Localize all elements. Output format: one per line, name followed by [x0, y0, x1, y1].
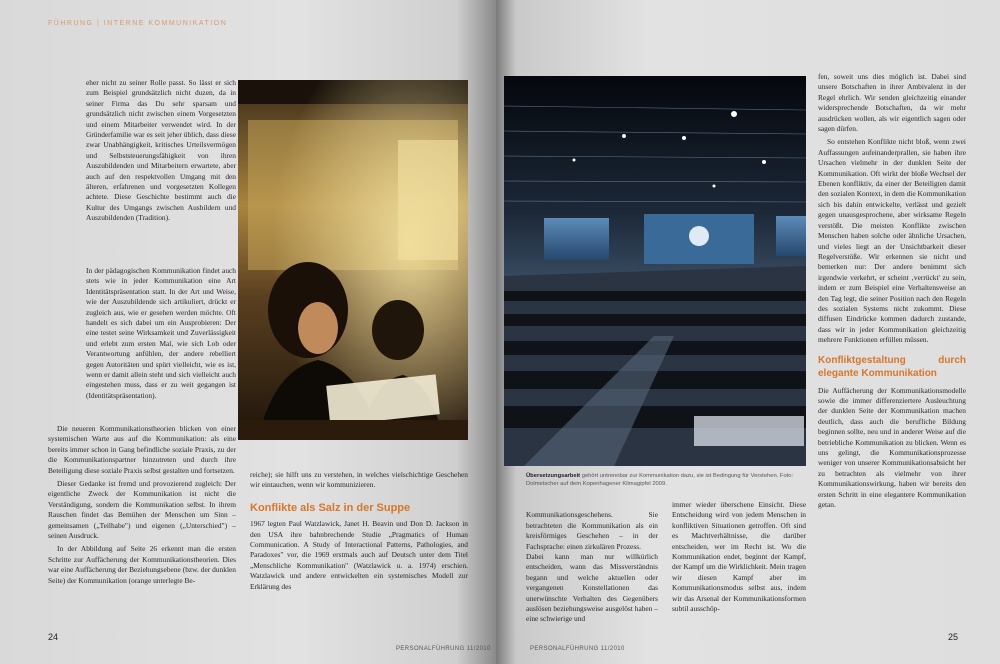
paragraph: eher nicht zu seiner Rolle passt. So lässt er sich zum Beispiel grundsätzlich nicht duzen, da in seiner Firma das Du sehr sparsam und grundsätzlich nicht zwischen einem Vorgesetzten und einem Mitarbeiter verwendet wird. In der Gründerfamilie war es seit jeher üblich, dass diese zwar Unabhängigkeit, kritisches Urteilsvermögen und Selbststeuerungsfähigkeit von ihren Auszubildenden und Mitarbeitern erwartete, aber auch auf den respektvollen Umgang mit den älteren, erfahrenen und vorgesetzten Kollegen achtete. Diese Geschichte bestimmt auch die Kultur des Umgangs zwischen Ausbildern und Auszubildenden (Tradition). [86, 78, 236, 223]
paragraph: In der Abbildung auf Seite 26 erkennt man die ersten Schritte zur Auffächerung der Kommunikationstheorien. Dies war eine Auffächerung der Beziehungsebene (bzw. der dunklen Seite) der Kommunikation (orange unterlegte Be- [48, 544, 236, 585]
interpreter-photo-image [238, 80, 468, 440]
right-text-column-2 [672, 500, 806, 617]
interpreter-photo [238, 80, 468, 440]
paragraph: fen, soweit uns dies möglich ist. Dabei sind unsere Botschaften in ihrer Ambivalenz in der Regel ehrlich. Wir senden gleichzeitig einander widersprechende Botschaften, da wir mehr ausdrücken wollen, als wir eigentlich sagen oder sagen dürfen. [818, 72, 966, 134]
right-page [496, 0, 1000, 664]
conference-photo [504, 76, 806, 466]
caption-text: gehört untrennbar zur Kommunikation dazu, sie ist Bedingung für Verstehen. Foto: Dolmetscher auf dem Kopenhagener Klimagipfel 2009. [526, 473, 794, 487]
page-footer: PERSONALFÜHRUNG 11/2010 [396, 646, 491, 652]
left-text-column-1b [86, 266, 236, 404]
paragraph: Die neueren Kommunikationstheorien blicken von einer systemischen Warte aus auf die Kommunikation: als eine bereits immer schon in Gang befindliche soziale Praxis, zu der die Kommunikationspartner hinzutreten und durch ihre Beteiligung diese soziale Praxis selbst gestalten und fortsetzen. [48, 424, 236, 475]
caption-title: Übersetzungsarbeit [526, 473, 581, 479]
right-text-column-3 [818, 72, 966, 513]
left-text-column-2 [250, 470, 468, 595]
running-head: FÜHRUNG | INTERNE KOMMUNIKATION [48, 20, 228, 27]
paragraph: 1967 legten Paul Watzlawick, Janet H. Beavin und Don D. Jackson in den USA ihre bahnbrechende Studie „Pragmatics of Human Communication. A Study of Interactional Patterns, Pathologies, and Paradoxes" vor, die 1969 erstmals auch auf Deutsch unter dem Titel „Menschliche Kommunikation" (Watzlawick u. a. 1974) erschien. Watzlawick und andere entwickelten ein systemisches Modell zur Erklärung des [250, 519, 468, 591]
section-heading: Konflikte als Salz in der Suppe [250, 501, 411, 514]
paragraph: Dieser Gedanke ist fremd und provozierend zugleich: Der eigentliche Zweck der Kommunikation ist nicht die Verständigung, sondern die Kommunikation selbst. In ihrem Rauschen findet das Bemühen der Menschen um Sinn – gemeinsamen („Teilhabe") und eigenen („Unterschied") – seinen Ausdruck. [48, 479, 236, 541]
left-text-column-1c [48, 424, 236, 589]
page-number: 25 [948, 632, 959, 642]
section-heading: Konfliktgestaltung durch elegante Kommunikation [818, 354, 966, 379]
photo-caption [526, 472, 806, 488]
page-number: 24 [48, 632, 59, 642]
left-text-column-1 [86, 78, 236, 227]
paragraph: Die Auffächerung der Kommunikationsmodelle sowie die immer differenziertere Ausleuchtung der dunklen Seite der Kommunikation machen deutlich, dass auch die berufliche Bildung beginnen sollte, neu und in anderer Weise auf die betriebliche Kommunikation zu blicken. Wenn es uns gelingt, die Kommunikationsprozesse weniger von unserer Kommunikationsabsicht her zu betrachten als vielmehr von ihrer Kommunikationswirkung, haben wir bereits den ersten Schritt in eine elegantere Kommunikation getan. [818, 385, 966, 510]
paragraph: In der pädagogischen Kommunikation findet auch stets wie in jeder Kommunikation eine Art Identitätspräsentation statt. In der Art und Weise, wie der Auszubildende sich artikuliert, drückt er zugleich aus, wie er gesehen werden möchte. Oft handelt es sich dabei um ein Ausprobieren: Der eine testet seine Wirksamkeit und Zuverlässigkeit und erlebt zum ersten Mal, wie sich Lob oder Verantwortung anfühlen, der andere rebelliert gegen Autoritäten und spürt vielleicht, wie es ist, wenn er damit allein steht und sich vielleicht auch eingestehen muss, dass er zu weit gegangen ist (Identitätspräsentation). [86, 266, 236, 400]
paragraph: So entstehen Konflikte nicht bloß, wenn zwei Auffassungen aufeinanderprallen, sie haben ihre Ursachen vielmehr in der dunklen Seite der Kommunikation. Oft wirkt der bloße Wechsel der Ebenen konfliktiv, da einer der Beteiligten damit den sozialen Kontext, in dem die Kommunikation sich bis dahin entwickelte, verlässt und gezielt gegen unausgesprochene, aber wirksame Regeln verstößt. Die meisten Konflikte zwischen Menschen haben solche oder ähnliche Ursachen, und vieles liegt an der Unsichtbarkeit dieser Regelverstöße. Wir erkennen sie nicht und bemerken nur: Der andere benimmt sich irgendwie verkehrt, er scheint ‚verrückt' zu sein, indem er zum Beispiel eine Verhaltensweise an den Tag legt, die seiner Position nach den Regeln des sozialen Systems nicht zukommt. Diese diffusen Eindrücke kommen dadurch zustande, dass wir in jeder Kommunikation gleichzeitig mehrere Funktionen erfüllen müssen. [818, 137, 966, 345]
paragraph: Kommunikationsgeschehens. Sie betrachteten die Kommunikation als ein kreisförmiges Geschehen – in der Fachsprache: einen zirkulären Prozess. Dabei kann man nur willkürlich entscheiden, wann das Missverständnis begann und welche aktuellen oder vergangenen Konstellationen das unerwünschte Verhalten des Gegenübers auslösen beziehungsweise ausgelöst haben – eine schwierige und [526, 510, 658, 624]
right-text-column-1 [526, 500, 658, 638]
left-page [0, 0, 496, 664]
conference-photo-image [504, 76, 806, 466]
paragraph: reiche); sie hilft uns zu verstehen, in welches vielschichtige Geschehen wir eintauchen, wenn wir kommunizieren. [250, 470, 468, 490]
page-footer: PERSONALFÜHRUNG 11/2010 [530, 646, 625, 652]
paragraph: immer wieder überschene Einsicht. Diese Entscheidung wird von jedem Menschen in konfliktiven Situationen getroffen. Oft sind es Machtverhältnisse, die darüber entscheiden, wer im Recht ist. Wo die Kommunikation endet, beginnt der Kampf, der Kampf um die Wirklichkeit. Mein tragen wir diesen Kampf aber im Kommunikationsmodus selbst aus, indem wir das Arsenal der Kommunikationsformen subtil ausschöp- [672, 500, 806, 614]
